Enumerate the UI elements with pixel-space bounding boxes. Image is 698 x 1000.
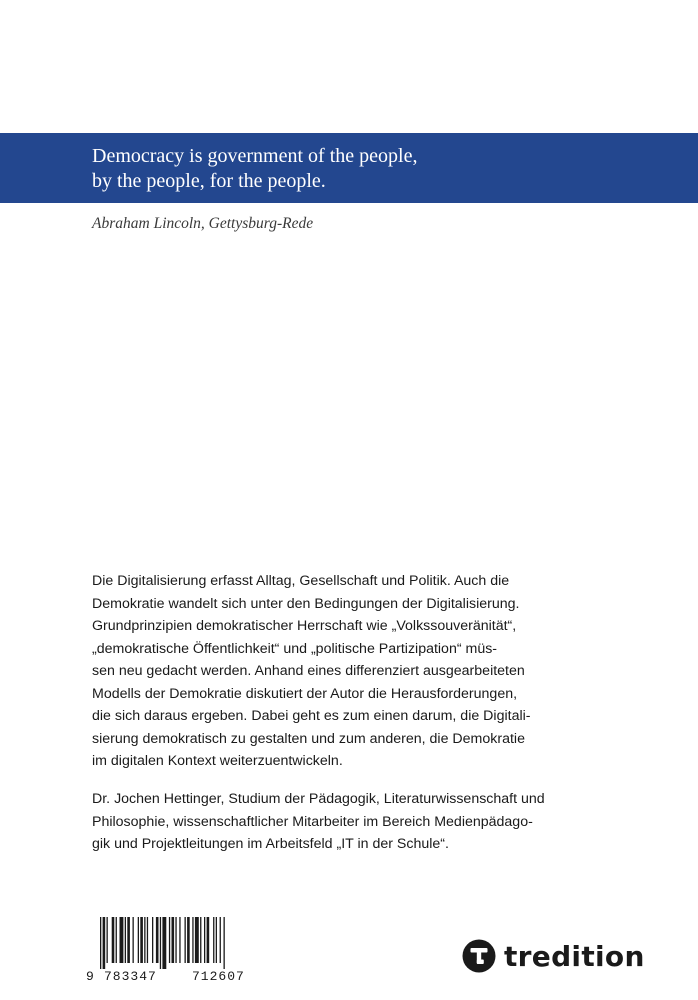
description-line: Die Digitalisierung erfasst Alltag, Gesellschaft und Politik. Auch die [92, 573, 510, 589]
publisher-name: tredition [504, 939, 645, 973]
barcode-left-digits: 783347 [104, 969, 157, 984]
barcode-bar [127, 917, 130, 963]
barcode-bar [116, 917, 117, 963]
barcode-bar [169, 917, 170, 963]
bio-line: Dr. Jochen Hettinger, Studium der Pädagogik, Literaturwissenschaft und [92, 791, 545, 807]
barcode-bars [86, 917, 266, 969]
barcode-bar [144, 917, 145, 963]
barcode-bar [172, 917, 175, 963]
tredition-logo-icon [462, 939, 496, 973]
author-bio [92, 788, 612, 856]
barcode-right-digits: 712607 [192, 969, 245, 984]
description-line: im digitalen Kontext weiterzuentwickeln. [92, 753, 343, 769]
barcode-bar [185, 917, 186, 963]
barcode-bar [220, 917, 221, 963]
barcode-bar [195, 917, 199, 963]
barcode-bar [213, 917, 214, 963]
barcode-bar [120, 917, 124, 963]
barcode-bar [103, 917, 106, 969]
bio-line: gik und Projektleitungen im Arbeitsfeld „IT in der Schule“. [92, 836, 449, 852]
barcode-bar [100, 917, 101, 969]
barcode-bar [160, 917, 161, 969]
barcode-bar [162, 917, 166, 969]
description-line: Modells der Demokratie diskutiert der Autor die Herausforderungen, [92, 685, 518, 702]
description-line: „demokratische Öffentlichkeit“ und „politische Partizipation“ müs- [92, 640, 498, 657]
barcode-bar [175, 917, 176, 963]
quote-line-2: by the people, for the people. [92, 170, 326, 192]
barcode-bar [224, 917, 225, 969]
barcode-bar [204, 917, 205, 963]
barcode-bar [156, 917, 159, 963]
quote-line-1: Democracy is government of the people, [92, 145, 418, 167]
barcode-digits [86, 969, 266, 985]
barcode-bar [152, 917, 153, 963]
barcode-bar [147, 917, 148, 963]
description-line: Demokratie wandelt sich unter den Bedingungen der Digitalisierung. [92, 595, 520, 612]
description-line: sen neu gedacht werden. Anhand eines differenziert ausgearbeiteten [92, 663, 525, 679]
barcode-bar [133, 917, 134, 963]
description-line: sierung demokratisch zu gestalten und zum anderen, die Demokratie [92, 730, 525, 747]
barcode-bar [107, 917, 108, 963]
barcode-bar [112, 917, 115, 963]
barcode-bar [187, 917, 190, 963]
barcode-bar [138, 917, 139, 963]
barcode-bar [200, 917, 201, 963]
barcode-bar [207, 917, 210, 963]
quote-attribution: Abraham Lincoln, Gettysburg-Rede [92, 215, 314, 232]
description-line: Grundprinzipien demokratischer Herrschaft wie „Volkssouveränität“, [92, 618, 517, 634]
barcode-bar [216, 917, 217, 963]
quote [92, 144, 652, 194]
barcode-first-digit: 9 [86, 969, 94, 984]
barcode-bar [140, 917, 143, 963]
book-description [92, 570, 612, 773]
description-line: die sich daraus ergeben. Dabei geht es zum einen darum, die Digitali- [92, 708, 531, 724]
isbn-barcode [86, 917, 266, 987]
barcode-bar [179, 917, 180, 963]
bio-line: Philosophie, wissenschaftlicher Mitarbeiter im Bereich Medienpädago- [92, 813, 533, 830]
publisher-logo [462, 938, 645, 974]
barcode-bar [125, 917, 126, 963]
barcode-bar [192, 917, 193, 963]
